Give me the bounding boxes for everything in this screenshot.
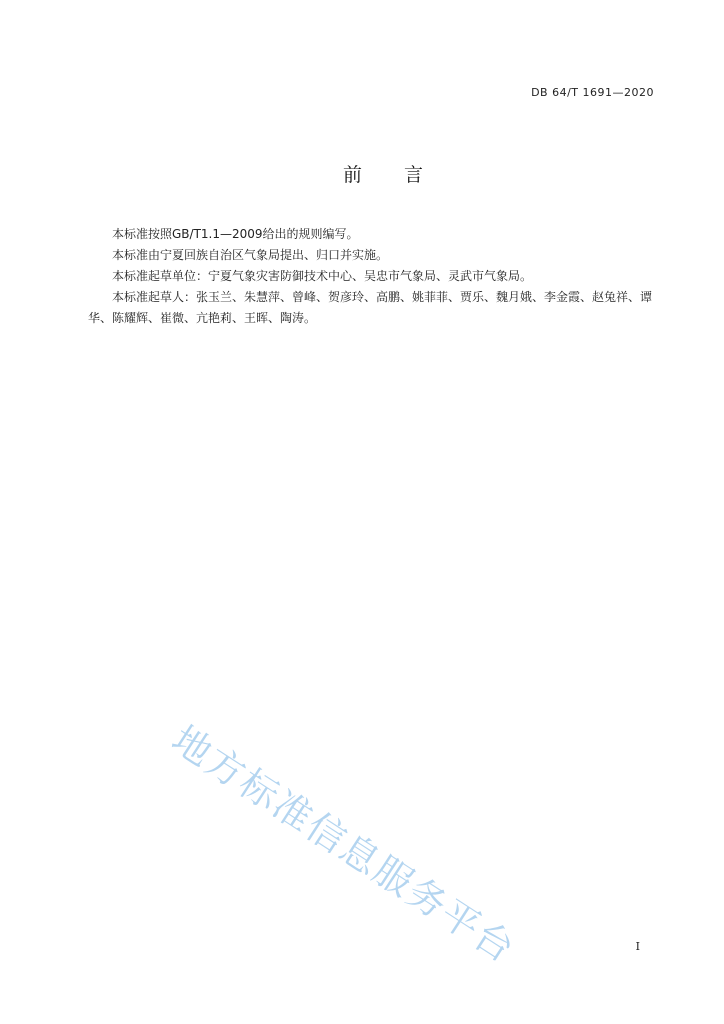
watermark-text: 地方标准信息服务平台 (164, 716, 524, 972)
paragraph-drafting-units: 本标准起草单位：宁夏气象灾害防御技术中心、吴忠市气象局、灵武市气象局。 (112, 269, 533, 283)
paragraph-proposer: 本标准由宁夏回族自治区气象局提出、归口并实施。 (112, 248, 389, 262)
document-code: DB 64/T 1691—2020 (531, 86, 654, 99)
page-title: 前言 (342, 164, 465, 186)
paragraph-drafters: 本标准起草人：张玉兰、朱慧萍、曾峰、贺彦玲、高鹏、姚菲菲、贾乐、魏月娥、李金霞、赵兔祥、谭华、陈耀辉、崔微、亢艳莉、王晖、陶涛。 (88, 290, 653, 325)
page-number: I (635, 940, 640, 953)
paragraph-drafting-rules: 本标准按照GB/T1.1—2009给出的规则编写。 (112, 227, 359, 241)
foreword-body (88, 224, 660, 329)
